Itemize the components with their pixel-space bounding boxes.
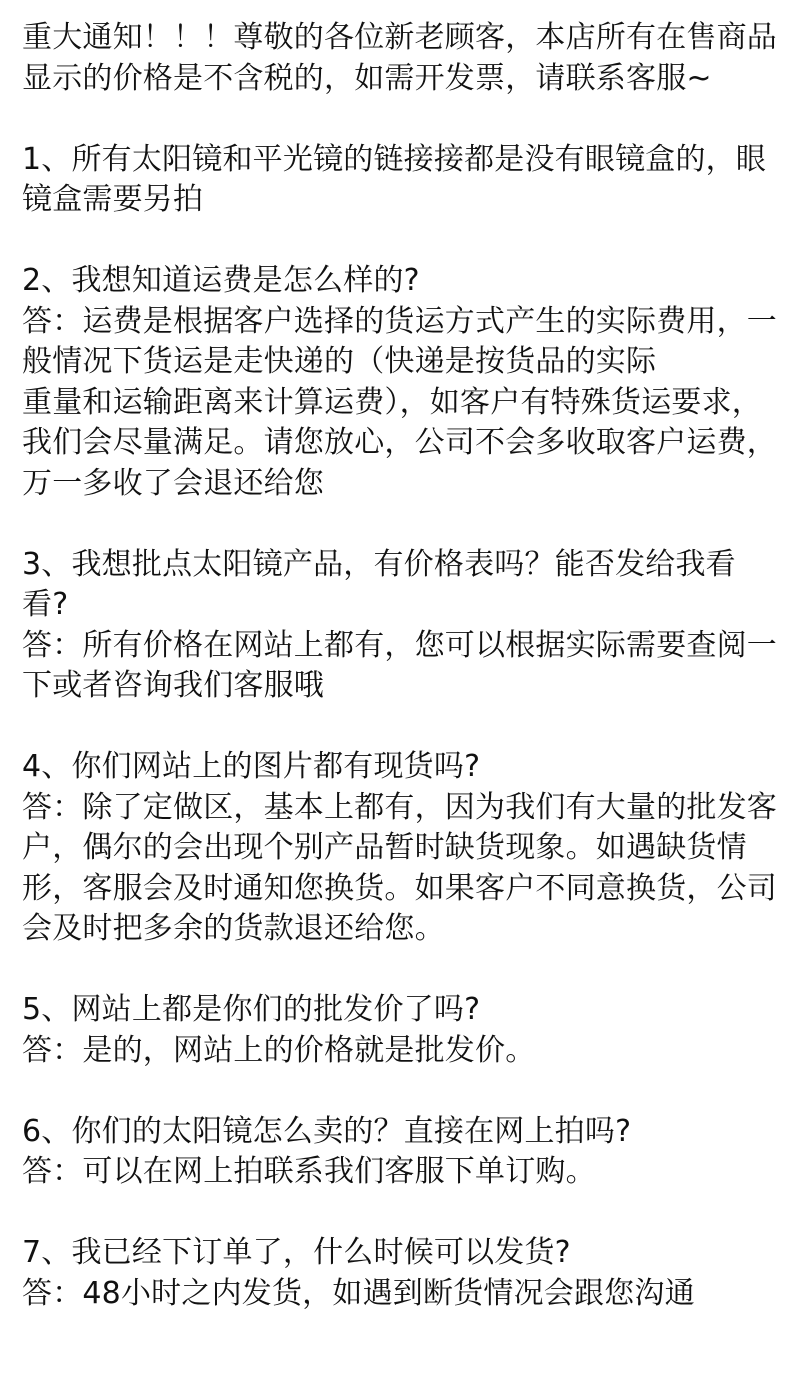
faq-item-3-question: 3、我想批点太阳镜产品，有价格表吗？能否发给我看看? bbox=[22, 546, 736, 622]
spacer bbox=[22, 221, 780, 262]
spacer bbox=[22, 950, 780, 991]
faq-item-7-question: 7、我已经下订单了，什么时候可以发货? bbox=[22, 1235, 571, 1270]
faq-item-2-question: 2、我想知道运费是怎么样的? bbox=[22, 263, 420, 298]
faq-item-4-answer: 答：除了定做区，基本上都有，因为我们有大量的批发客户，偶尔的会出现个别产品暂时缺货现象。如遇缺货情形，客服会及时通知您换货。如果客户不同意换货，公司会及时把多余的货款退还给您。 bbox=[22, 789, 777, 946]
spacer bbox=[22, 99, 780, 140]
faq-item-7-answer: 答：48小时之内发货，如遇到断货情况会跟您沟通 bbox=[22, 1275, 695, 1311]
spacer bbox=[22, 504, 780, 545]
faq-item-3-answer: 答：所有价格在网站上都有，您可以根据实际需要查阅一下或者咨询我们客服哦 bbox=[22, 627, 777, 703]
faq-item-5-question: 5、网站上都是你们的批发价了吗? bbox=[22, 992, 481, 1027]
faq-item-1-text: 1、所有太阳镜和平光镜的链接接都是没有眼镜盒的，眼镜盒需要另拍 bbox=[22, 141, 767, 217]
faq-item-6-question: 6、你们的太阳镜怎么卖的？直接在网上拍吗? bbox=[22, 1113, 632, 1149]
faq-item-2-answer: 答：运费是根据客户选择的货运方式产生的实际费用，一般情况下货运是走快递的（快递是按货品的实际 重量和运输距离来计算运费），如客户有特殊货运要求，我们会尽量满足。请您放心，公司不会多收取客户运费，万一多收了会退还给您 bbox=[22, 303, 777, 501]
notice-paragraph: 重大通知！！！尊敬的各位新老顾客，本店所有在售商品显示的价格是不含税的，如需开发票，请联系客服~ bbox=[22, 20, 777, 96]
spacer bbox=[22, 1071, 780, 1112]
faq-item-6-answer: 答：可以在网上拍联系我们客服下单订购。 bbox=[22, 1154, 596, 1189]
spacer bbox=[22, 1193, 780, 1234]
faq-item-5-answer: 答：是的，网站上的价格就是批发价。 bbox=[22, 1032, 536, 1068]
faq-item-4-question: 4、你们网站上的图片都有现货吗? bbox=[22, 749, 481, 784]
spacer bbox=[22, 707, 780, 748]
